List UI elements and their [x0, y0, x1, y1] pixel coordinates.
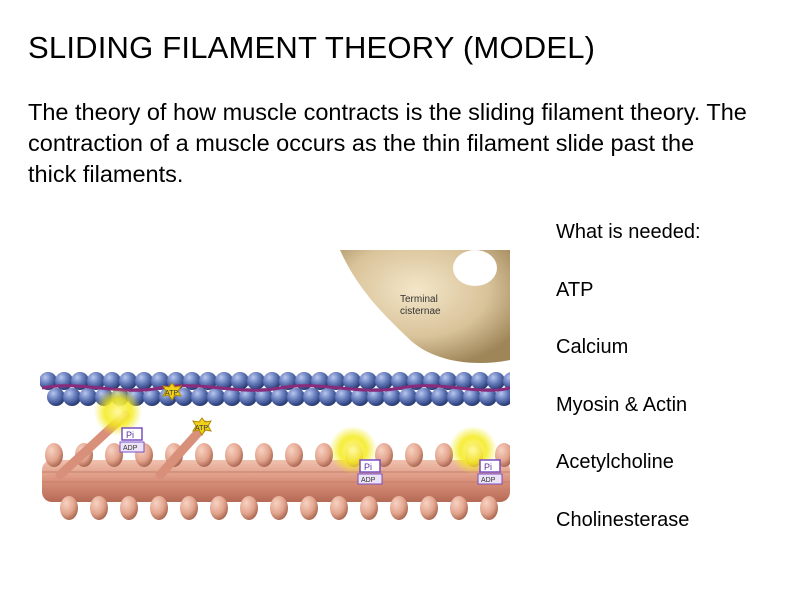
myosin-head [285, 443, 303, 467]
adp-label-3: ADP [481, 477, 496, 484]
actin-bead [487, 372, 505, 390]
actin-bead [247, 372, 265, 390]
actin-bead [271, 388, 289, 406]
myosin-head [270, 496, 288, 520]
actin-bead [319, 388, 337, 406]
actin-bead [375, 372, 393, 390]
requirement-acetylcholine: Acetylcholine [556, 451, 674, 473]
myosin-head [45, 443, 63, 467]
actin-bead [135, 372, 153, 390]
actin-bead [431, 388, 449, 406]
actin-bead [191, 388, 209, 406]
actin-bead [79, 388, 97, 406]
pi-label-3: Pi [484, 462, 493, 472]
myosin-head [360, 496, 378, 520]
requirement-atp: ATP [556, 278, 594, 301]
myosin-head [405, 443, 423, 467]
actin-bead [287, 388, 305, 406]
myosin-head [390, 496, 408, 520]
actin-bead [231, 372, 249, 390]
requirement-cholinesterase: Cholinesterase [556, 508, 690, 531]
myosin-head [120, 496, 138, 520]
requirements-heading: What is needed: [556, 221, 701, 243]
actin-bead [471, 372, 489, 390]
actin-bead [359, 372, 377, 390]
myosin-head [60, 496, 78, 520]
myosin-head [300, 496, 318, 520]
actin-bead [303, 388, 321, 406]
slide-title: SLIDING FILAMENT THEORY (MODEL) [28, 30, 596, 65]
myosin-head [480, 496, 498, 520]
pi-label-2: Pi [364, 462, 373, 472]
myosin-head [255, 443, 273, 467]
myosin-head [180, 496, 198, 520]
myosin-head [330, 496, 348, 520]
actin-bead [119, 372, 137, 390]
requirements-list [556, 220, 786, 565]
actin-bead [399, 388, 417, 406]
requirement-myosin-actin: Myosin & Actin [556, 393, 688, 416]
terminal-cisternae-label: Terminal [400, 294, 438, 305]
actin-bead [415, 388, 433, 406]
requirement-calcium: Calcium [556, 336, 629, 358]
pi-label: Pi [126, 430, 135, 440]
actin-bead [207, 388, 225, 406]
myosin-head [90, 496, 108, 520]
actin-bead [63, 388, 81, 406]
adp-label: ADP [123, 445, 138, 452]
myosin-head [150, 496, 168, 520]
myosin-head [195, 443, 213, 467]
terminal-cisternae-label-line2: cisternae [400, 306, 441, 317]
actin-bead [47, 388, 65, 406]
myosin-head [225, 443, 243, 467]
myosin-head [420, 496, 438, 520]
atp-label: ATP [165, 390, 179, 397]
myosin-head [450, 496, 468, 520]
actin-bead [335, 388, 353, 406]
actin-bead [447, 388, 465, 406]
sliding-filament-illustration [40, 250, 510, 540]
myosin-head [210, 496, 228, 520]
myosin-head [240, 496, 258, 520]
theory-description: The theory of how muscle contracts is the sliding filament theory. The contraction of a muscle occurs as the thin filament slide past the thick filaments. [28, 99, 747, 187]
adp-label-2: ADP [361, 477, 376, 484]
atp-label-2: ATP [195, 425, 209, 432]
